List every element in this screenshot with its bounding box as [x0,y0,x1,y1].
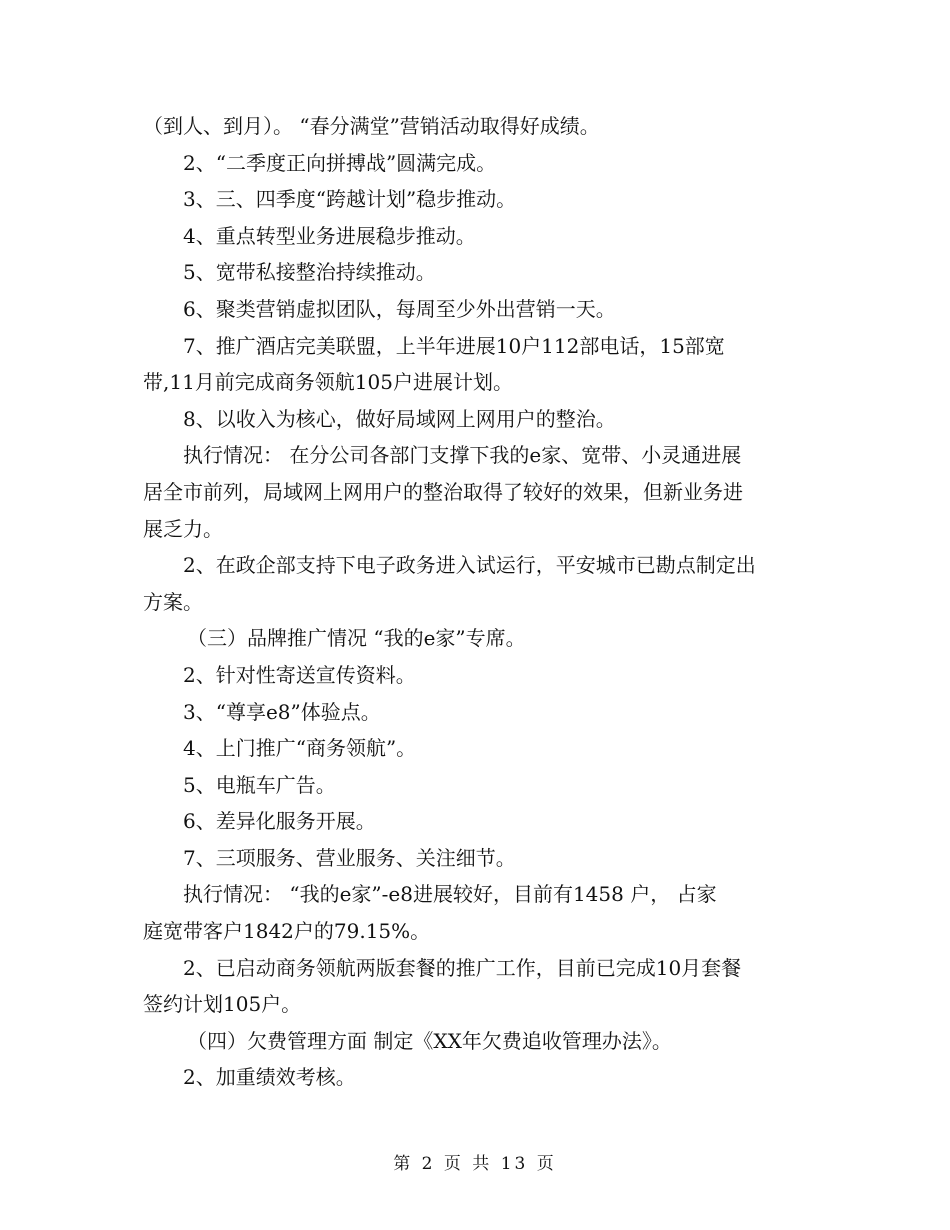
text-line: 2、加重绩效考核。 [183,1065,356,1090]
text-line: 7、推广酒店完美联盟，上半年进展10户112部电话，15部宽 [183,333,725,358]
page-footer: 第 2 页 共 13 页 [393,1154,557,1174]
text-line: （三）品牌推广情况 “我的e家”专席。 [187,626,526,651]
text-line: 6、差异化服务开展。 [183,809,376,834]
text-line: 方案。 [143,589,203,614]
text-line: 执行情况： “我的e家”-e8进展较好，目前有1458 户， 占家 [183,882,717,907]
text-line: 5、电瓶车广告。 [183,772,336,797]
text-line: 3、三、四季度“跨越计划”稳步推动。 [183,187,517,212]
text-line: 展乏力。 [143,516,223,541]
text-line: 居全市前列，局域网上网用户的整治取得了较好的效果，但新业务进 [143,479,743,504]
text-line: 5、宽带私接整治持续推动。 [183,260,436,285]
text-line: 带,11月前完成商务领航105户进展计划。 [143,370,513,395]
text-line: 2、针对性寄送宣传资料。 [183,662,416,687]
text-line: 3、“尊享e8”体验点。 [183,699,381,724]
text-line: 7、三项服务、营业服务、关注细节。 [183,845,516,870]
document-body [143,108,807,1096]
text-line: 8、以收入为核心，做好局域网上网用户的整治。 [183,406,616,431]
text-line: 庭宽带客户1842户的79.15%。 [143,919,431,944]
text-line: 2、在政企部支持下电子政务进入试运行，平安城市已勘点制定出 [183,553,756,578]
text-line: 4、上门推广“商务领航”。 [183,736,417,761]
text-line: 签约计划105户。 [143,992,302,1017]
text-line: 6、聚类营销虚拟团队，每周至少外出营销一天。 [183,296,616,321]
text-line: 2、“二季度正向拼搏战”圆满完成。 [183,150,497,175]
text-line: 执行情况： 在分公司各部门支撑下我的e家、宽带、小灵通进展 [183,443,742,468]
text-line: （到人、到月）。 “春分满堂”营销活动取得好成绩。 [143,114,600,138]
text-line: 2、已启动商务领航两版套餐的推广工作，目前已完成10月套餐 [183,955,742,980]
text-line: 4、重点转型业务进展稳步推动。 [183,223,476,248]
text-line: （四）欠费管理方面 制定《XX年欠费追收管理办法》。 [187,1028,672,1053]
